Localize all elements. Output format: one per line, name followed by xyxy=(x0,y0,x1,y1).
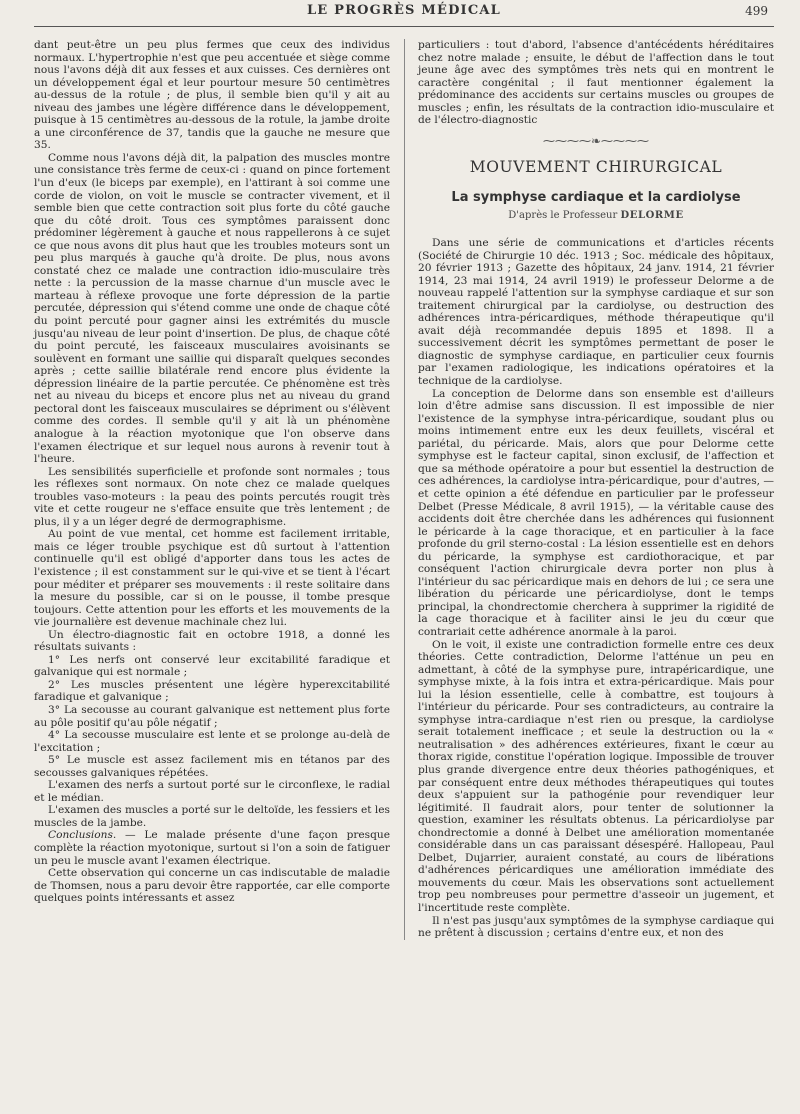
paragraph: La conception de Delorme dans son ensemble est d'ailleurs loin d'être admise sans discussion. Il est impossible de nier l'existence de la symphyse intra-péricardique, soudant plus ou moins intimement entre eux les deux feuillets, viscéral et pariétal, du péricarde. Mais, alors que pour Delorme cette symphyse est le facteur capital, sinon exclusif, de l'affection et que sa méthode opératoire a pour but essentiel la destruction de ces adhérences, la cardiolyse intra-péricardique, pour d'autres, — et cette opinion a été défendue en particulier par le professeur Delbet (Presse Médicale, 8 avril 1915), — la véritable cause des accidents doit être cherchée dans les adhérences qui fusionnent le péricarde à la cage thoracique, et en particulier à la face profonde du gril sterno-costal : La lésion essentielle est en dehors du péricarde, la symphyse est cardiothoracique, et par conséquent l'action chirurgicale devra porter non plus à l'intérieur du sac péricardique mais en dehors de lui ; ce sera une libération du péricarde une péricardiolyse, dont le temps principal, la chondrectomie cherchera à supprimer la rigidité de la cage thoracique et à faciliter ainsi le jeu du cœur que contrariait cette adhérence anormale à la paroi. xyxy=(418,387,774,638)
byline xyxy=(418,210,774,223)
paragraph: Comme nous l'avons déjà dit, la palpation des muscles montre une consistance très ferme de ceux-ci : quand on pince fortement l'un d'eux (le biceps par exemple), en l'attirant à soi comme une corde de violon, on voit le muscle se contracter vivement, et il semble bien que cette contraction soit plus forte du côté gauche que du côté droit. Tous ces symptômes paraissent donc prédominer légèrement à gauche et nous rappellerons à ce sujet ce que nous avons dit plus haut que les troubles moteurs sont un peu plus marqués à gauche qu'à droite. De plus, nous avons constaté chez ce malade une contraction idio-musculaire très nette : la percussion de la masse charnue d'un muscle avec le marteau à réflexe provoque une forte dépression de la partie percutée, dépression qui s'étend comme une onde de chaque côté du point percuté pour gagner ainsi les extrémités du muscle jusqu'au niveau de leur point d'insertion. De plus, de chaque côté du point percuté, les faisceaux musculaires avoisinants se soulèvent en formant une saillie qui disparaît quelques secondes après ; cette saillie bilatérale rend encore plus évidente la dépression linéaire de la partie percutée. Ce phénomène est très net au niveau du biceps et encore plus net au niveau du grand pectoral dont les faisceaux musculaires se dépriment ou s'élèvent comme des cordes. Il semble qu'il y ait là un phénomène analogue à la réaction myotonique que l'on observe dans l'examen électrique et sur lequel nous aurons à revenir tout à l'heure. xyxy=(34,151,390,466)
running-title: LE PROGRÈS MÉDICAL xyxy=(306,3,502,18)
paragraph: L'examen des nerfs a surtout porté sur le circonflexe, le radial et le médian. xyxy=(34,779,390,804)
page-number: 499 xyxy=(745,4,768,18)
section-title: MOUVEMENT CHIRURGICAL xyxy=(469,158,723,177)
running-head xyxy=(34,0,774,27)
right-column xyxy=(418,39,774,940)
paragraph: Les sensibilités superficielle et profonde sont normales ; tous les réflexes sont normaux. On note chez ce malade quelques troubles vaso-moteurs : la peau des points percutés rougit très vite et cette rougeur ne s'efface ensuite que très lentement ; de plus, il y a un léger degré de dermographisme. xyxy=(34,465,390,528)
paragraph: dant peut-être un peu plus fermes que ceux des individus normaux. L'hypertrophie n'est que peu accentuée et siège comme nous l'avons déjà dit aux fesses et aux cuisses. Ces dernières ont un développement égal et leur pourtour mesure 50 centimètres au-dessus de la rotule ; de plus, il semble bien qu'il y ait au niveau des jambes une légère différence dans le développement, puisque à 15 centimètres au-dessous de la rotule, la jambe droite a une circonférence de 37, tandis que la gauche ne mesure que 35. xyxy=(34,39,390,152)
conclusions-paragraph xyxy=(34,829,390,867)
results-list xyxy=(34,654,390,779)
conclusions-label: Conclusions. xyxy=(48,829,117,842)
list-item: 5° Le muscle est assez facilement mis en tétanos par des secousses galvaniques répétées. xyxy=(34,754,390,779)
left-column xyxy=(34,39,390,940)
list-item: 2° Les muscles présentent une légère hyperexcitabilité faradique et galvanique ; xyxy=(34,678,390,704)
ornament-divider: ⁓⁓⁓⁓❧⁓⁓⁓⁓ xyxy=(542,133,650,148)
paragraph: L'examen des muscles a porté sur le deltoïde, les fessiers et les muscles de la jambe. xyxy=(34,804,390,829)
paragraph: Un électro-diagnostic fait en octobre 1918, a donné les résultats suivants : xyxy=(34,628,390,654)
article-title: La symphyse cardiaque et la cardiolyse xyxy=(451,189,741,205)
paragraph: On le voit, il existe une contradiction formelle entre ces deux théories. Cette contradiction, Delorme l'atténue un peu en admettant, à côté de la symphyse pure, intrapéricardique, une symphyse mixte, à la fois intra et extra-péricardique. Mais pour lui la lésion essentielle, celle à combattre, est toujours à l'intérieur du péricarde. Pour ses contradicteurs, au contraire la symphyse intra-cardiaque n'est rien ou presque, la cardiolyse serait totalement inefficace ; et seule la destruction ou la « neutralisation » des adhérences extérieures, fixant le cœur au thorax rigide, constitue l'opération logique. Impossible de trouver plus grande divergence entre deux théories pathogéniques, et par conséquent entre deux méthodes thérapeutiques qui toutes deux s'appuient sur la pathogénie pour revendiquer leur légitimité. Il faudrait alors, pour tenter de solutionner la question, examiner les résultats obtenus. La péricardiolyse par chondrectomie a donné à Delbet une amélioration momentanée considérable dans un cas paraissant désespéré. Hallopeau, Paul Delbet, Dujarrier, auraient constaté, au cours de libérations d'adhérences péricardiques une amélioration immédiate des mouvements du cœur. Mais les observations sont actuellement trop peu nombreuses pour permettre d'asseoir un jugement, et l'incertitude reste complète. xyxy=(418,638,774,914)
byline-prefix: D'après le Professeur xyxy=(508,210,621,222)
paragraph: Dans une série de communications et d'articles récents (Société de Chirurgie 10 déc. 1913 ; Soc. médicale des hôpitaux, 20 février 1913 ; Gazette des hôpitaux, 24 janv. 1914, 21 février 1914, 23 mai 1914, 24 avril 1919) le professeur Delorme a de nouveau rappelé l'attention sur la symphyse cardiaque et sur son traitement chirurgical par la cardiolyse, ou destruction des adhérences intra-péricardiques, méthode thérapeutique qu'il avait déjà recommandée depuis 1895 et 1898. Il a successivement décrit les symptômes permettant de poser le diagnostic de symphyse cardiaque, en particulier ceux fournis par l'examen radiologique, les indications opératoires et la technique de la cardiolyse. xyxy=(418,237,774,388)
list-item: 1° Les nerfs ont conservé leur excitabilité faradique et galvanique qui est normale ; xyxy=(34,653,390,679)
byline-author: DELORME xyxy=(620,210,684,222)
paragraph: Au point de vue mental, cet homme est facilement irritable, mais ce léger trouble psychique est dû surtout à l'attention continuelle qu'il est obligé d'apporter dans tous les actes de l'existence ; il est constamment sur le qui-vive et se tient à l'écart pour méditer et préparer ses mouvements : il reste solitaire dans la mesure du possible, car si on le pousse, il tombe presque toujours. Cette attention pour les efforts et les mouvements de la vie journalière est devenue machinale chez lui. xyxy=(34,528,390,629)
conclusions-text: — Le malade présente d'une façon presque complète la réaction myotonique, surtout si l'on a soin de fatiguer un peu le muscle avant l'examen électrique. xyxy=(34,829,390,867)
two-column-body xyxy=(34,39,774,940)
list-item: 3° La secousse au courant galvanique est nettement plus forte au pôle positif qu'au pôle négatif ; xyxy=(34,703,390,729)
column-divider xyxy=(404,39,405,940)
list-item: 4° La secousse musculaire est lente et se prolonge au-delà de l'excitation ; xyxy=(34,729,390,754)
paragraph: particuliers : tout d'abord, l'absence d'antécédents héréditaires chez notre malade ; ensuite, le début de l'affection dans le tout jeune âge avec des symptômes très nets qui en montrent le caractère congénital ; il faut mentionner également la prédominance des accidents sur certains muscles ou groupes de muscles ; enfin, les résultats de la contraction idio-musculaire et de l'électro-diagnostic xyxy=(418,39,774,127)
paragraph: Il n'est pas jusqu'aux symptômes de la symphyse cardiaque qui ne prêtent à discussion ; certains d'entre eux, et non des xyxy=(418,914,774,940)
paragraph: Cette observation qui concerne un cas indiscutable de maladie de Thomsen, nous a paru devoir être rapportée, car elle comporte quelques points intéressants et assez xyxy=(34,867,390,905)
